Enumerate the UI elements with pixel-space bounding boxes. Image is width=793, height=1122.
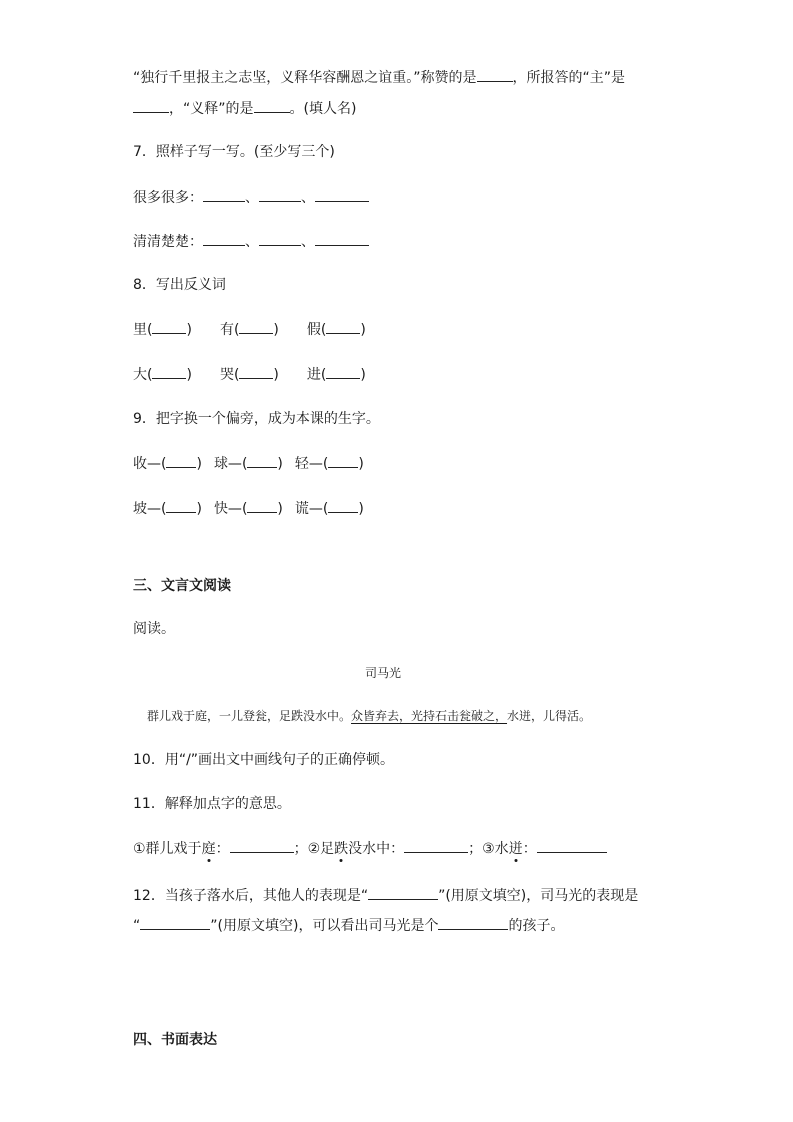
q7-row2-blank-3[interactable] <box>315 231 369 246</box>
passage-underlined-sentence: 众皆弃去，光持石击瓮破之， <box>351 709 508 723</box>
q8-char: 哭 <box>219 367 234 383</box>
q6-blank-released[interactable] <box>254 98 290 113</box>
q11-items <box>133 838 607 859</box>
q12-blank-character[interactable] <box>438 915 508 930</box>
q12-text-a: 12．当孩子落水后，其他人的表现是“ <box>133 888 369 904</box>
q8-title: 8．写出反义词 <box>133 277 226 293</box>
q8-paren: ( <box>320 367 327 383</box>
q9-blank[interactable] <box>328 498 358 513</box>
q8-paren: ( <box>233 322 240 338</box>
q9-paren: ( <box>161 501 167 517</box>
q11-item2-text: ②足 <box>307 841 335 857</box>
q8-paren: ( <box>147 367 153 383</box>
q6-blank-praised[interactable] <box>477 67 513 82</box>
q8-paren: ) <box>186 367 192 383</box>
q9-char: 谎— <box>294 501 323 517</box>
q12-line-2 <box>133 915 564 936</box>
q12-blank-others[interactable] <box>368 885 438 900</box>
q11-item2-dotted-char: 跌 <box>334 841 349 857</box>
q7-title: 7．照样子写一写。(至少写三个) <box>133 144 335 160</box>
q8-blank[interactable] <box>239 364 273 379</box>
q11-title: 11．解释加点字的意思。 <box>133 796 291 812</box>
q7-sep: 、 <box>301 190 315 206</box>
q10-text: 10．用“/”画出文中画线句子的正确停顿。 <box>133 752 395 768</box>
passage-title: 司马光 <box>365 666 402 680</box>
q12-line-1 <box>133 885 638 906</box>
q12-text-c: “ <box>133 918 141 934</box>
q8-paren: ) <box>186 322 192 338</box>
q9-char: 轻— <box>294 456 323 472</box>
q12-blank-simaguang[interactable] <box>140 915 210 930</box>
q9-row-1 <box>133 453 364 474</box>
section-4-heading: 四、书面表达 <box>133 1032 217 1048</box>
q7-sep: 、 <box>245 234 259 250</box>
q9-blank[interactable] <box>328 453 358 468</box>
q8-char: 里 <box>133 322 147 338</box>
q9-paren: ( <box>241 456 248 472</box>
q11-item1-text: ①群儿戏于 <box>133 841 202 857</box>
q11-item3-dotted-char: 迸 <box>508 841 523 857</box>
passage-part-a: 群儿戏于庭，一儿登瓮，足跌没水中。 <box>147 709 352 723</box>
q8-paren: ) <box>273 322 279 338</box>
q9-paren: ) <box>196 456 202 472</box>
q9-char: 快— <box>213 501 242 517</box>
q6-line-1 <box>133 67 625 88</box>
q9-paren: ) <box>196 501 202 517</box>
q8-char: 大 <box>133 367 147 383</box>
q8-blank[interactable] <box>239 319 273 334</box>
q7-row-1 <box>133 187 369 208</box>
q9-blank[interactable] <box>247 498 277 513</box>
q8-row-1 <box>133 319 366 340</box>
q11-item2-text-b: 没水中： <box>348 841 405 857</box>
q9-char: 坡— <box>133 501 161 517</box>
q11-item1-blank[interactable] <box>230 838 294 853</box>
q9-paren: ( <box>241 501 248 517</box>
q8-blank[interactable] <box>152 319 186 334</box>
q9-blank[interactable] <box>166 453 196 468</box>
q11-item3-blank[interactable] <box>537 838 607 853</box>
q9-char: 球— <box>213 456 242 472</box>
q6-text-a: “独行千里报主之志坚，义释华容酬恩之谊重。”称赞的是 <box>133 70 477 86</box>
q8-char: 进 <box>306 367 321 383</box>
q8-paren: ) <box>273 367 279 383</box>
q9-paren: ) <box>358 456 364 472</box>
q9-paren: ( <box>322 501 329 517</box>
q8-blank[interactable] <box>152 364 186 379</box>
q12-text-d: ”(用原文填空)，可以看出司马光是个 <box>210 918 439 934</box>
q6-blank-lord[interactable] <box>133 98 169 113</box>
q11-item2-blank[interactable] <box>404 838 468 853</box>
q7-row1-blank-3[interactable] <box>315 187 369 202</box>
section-3-intro: 阅读。 <box>133 621 175 637</box>
q6-text-d: 。(填人名) <box>289 101 357 117</box>
q9-blank[interactable] <box>166 498 196 513</box>
passage-text <box>147 706 591 726</box>
q11-item1-colon: ： <box>215 841 230 857</box>
q7-row1-label: 很多很多： <box>133 190 203 206</box>
q7-sep: 、 <box>245 190 259 206</box>
q11-semicolon: ； <box>293 841 308 857</box>
q7-row2-blank-1[interactable] <box>203 231 245 246</box>
q7-row-2 <box>133 231 369 252</box>
q8-char: 有 <box>219 322 234 338</box>
q9-paren: ( <box>161 456 167 472</box>
q9-paren: ( <box>322 456 329 472</box>
q8-paren: ( <box>233 367 240 383</box>
q7-row1-blank-2[interactable] <box>259 187 301 202</box>
q9-paren: ) <box>358 501 364 517</box>
q9-char: 收— <box>133 456 161 472</box>
q11-item3-colon: ： <box>522 841 537 857</box>
q7-row2-label: 清清楚楚： <box>133 234 203 250</box>
q9-blank[interactable] <box>247 453 277 468</box>
q8-row-2 <box>133 364 366 385</box>
q8-blank[interactable] <box>326 364 360 379</box>
q7-row1-blank-1[interactable] <box>203 187 245 202</box>
section-3-heading: 三、文言文阅读 <box>133 578 231 594</box>
q7-sep: 、 <box>301 234 315 250</box>
q11-semicolon: ； <box>468 841 483 857</box>
q12-text-e: 的孩子。 <box>508 918 565 934</box>
q9-title: 9．把字换一个偏旁，成为本课的生字。 <box>133 411 380 427</box>
q9-row-2 <box>133 498 364 519</box>
q8-paren: ( <box>147 322 153 338</box>
q8-blank[interactable] <box>326 319 360 334</box>
q9-paren: ) <box>277 501 283 517</box>
passage-part-b: 水迸，儿得活。 <box>507 709 592 723</box>
q8-paren: ( <box>320 322 327 338</box>
q8-paren: ) <box>360 367 366 383</box>
q11-item1-dotted-char: 庭 <box>201 841 216 857</box>
q6-text-c: ，“义释”的是 <box>169 101 254 117</box>
q7-row2-blank-2[interactable] <box>259 231 301 246</box>
q6-line-2 <box>133 98 356 119</box>
q8-char: 假 <box>306 322 321 338</box>
q6-text-b: ，所报答的“主”是 <box>512 70 626 86</box>
q12-text-b: ”(用原文填空)，司马光的表现是 <box>438 888 639 904</box>
q9-paren: ) <box>277 456 283 472</box>
q8-paren: ) <box>360 322 366 338</box>
q11-item3-text: ③水 <box>482 841 509 857</box>
